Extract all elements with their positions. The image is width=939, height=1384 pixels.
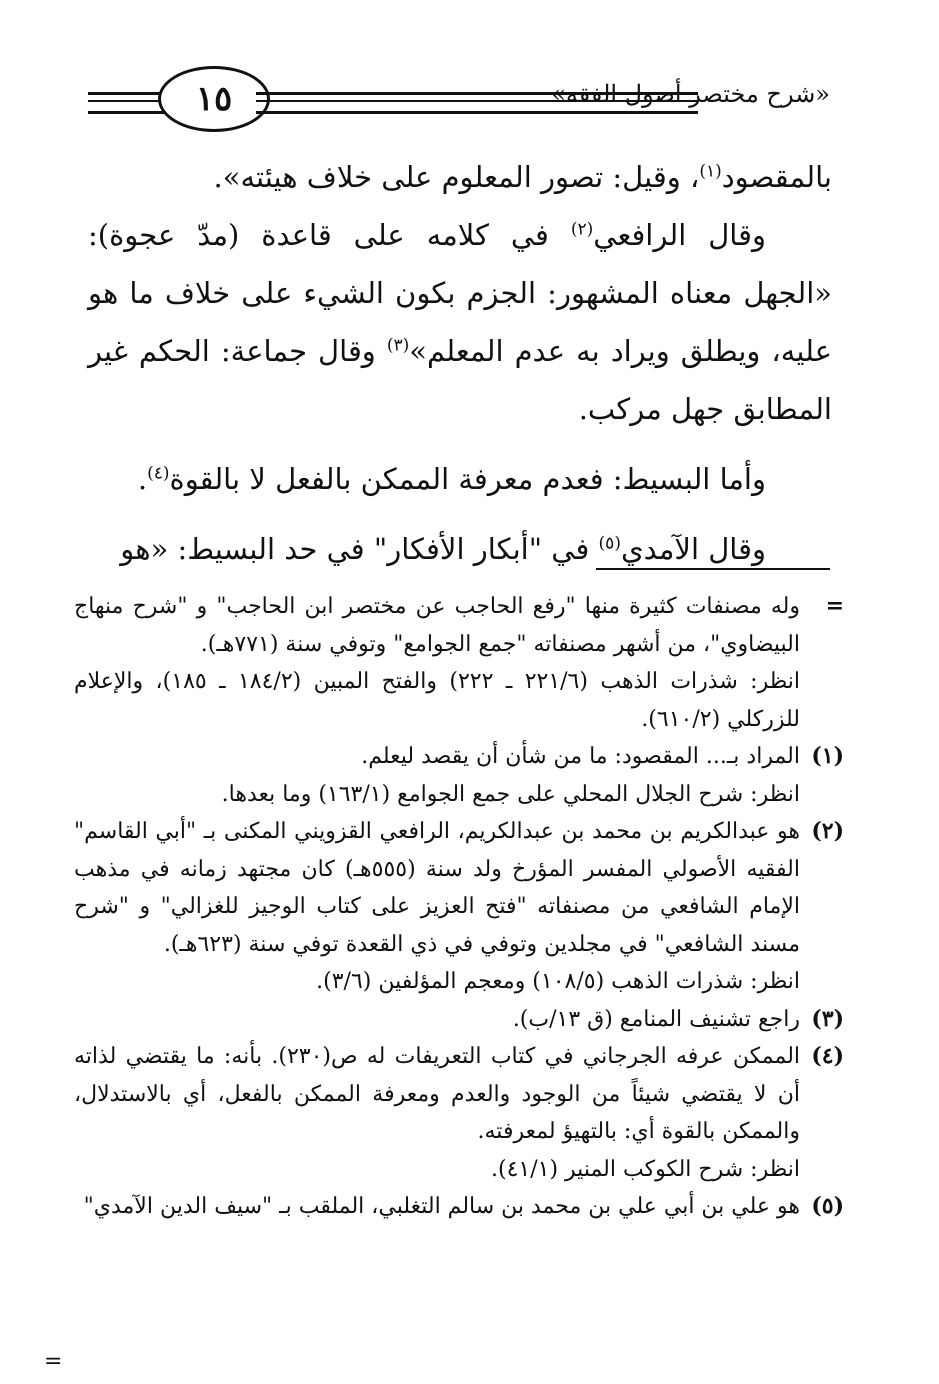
footnote-text: المراد بـ... المقصود: ما من شأن أن يقصد ليعلم. <box>361 744 800 769</box>
main-paragraph-3: وأما البسيط: فعدم معرفة الممكن بالفعل لا بالقوة$^{(٤)}$. <box>137 462 766 496</box>
footnote-4 <box>74 1038 844 1188</box>
running-title: «شرح مختصر أصول الفقه» <box>551 80 830 108</box>
footnote-mark: (١) <box>811 743 844 769</box>
footnote-text: راجع تشنيف المنامع (ق ١٣/ب). <box>512 1006 800 1032</box>
footnote-ref-5: (٥) <box>598 533 621 554</box>
footnote-text: الممكن عرفه الجرجاني في كتاب التعريفات له ص(٢٣٠). بأنه: ما يقتضي لذاته أن لا يقتضي شيئاً من الوجود والعدم ومعرفة الممكن بالفعل، أي بالاستدلال، والممكن بالقوة أي: بالتهيؤ لمعرفته. <box>74 1044 801 1144</box>
footnote-text: هو عبدالكريم بن محمد بن عبدالكريم، الرافعي القزويني المكنى بـ "أبي القاسم" الفقيه الأصولي المفسر المؤرخ ولد سنة (٥٥٥هـ) كان مجتهد زمانه في مذهب الإمام الشافعي من مصنفاته "فتح العزيز على كتاب الوجيز للغزالي" و "شرح مسند الشافعي" في مجلدين وتوفي في ذي القعدة توفي سنة (٦٢٣هـ). <box>74 819 800 957</box>
footnote-ref-1: (١) <box>699 161 722 182</box>
footnote-ref-2: (٢) <box>570 219 594 240</box>
footnote-mark: = <box>825 593 844 619</box>
footnote-mark: (٥) <box>811 1193 844 1219</box>
footnote-2 <box>74 813 844 1001</box>
footnote-ref-4: (٤) <box>147 463 170 484</box>
footnote-text: هو علي بن أبي علي بن محمد بن سالم التغلبي، الملقب بـ "سيف الدين الآمدي" <box>83 1194 800 1219</box>
header-rule-left <box>88 92 168 114</box>
main-paragraph-1: بالمقصود$^{(١)}$، وقيل: تصور المعلوم على خلاف هيئته». <box>213 160 832 194</box>
footnote-mark: (٤) <box>811 1043 844 1069</box>
main-paragraph-4: وقال الآمدي$^{(٥)}$ في "أبكار الأفكار" في حد البسيط: «هو <box>120 532 766 566</box>
footnote-mark: (٣) <box>811 1005 844 1032</box>
page-header <box>88 66 830 132</box>
footnote-mark: (٢) <box>811 818 844 844</box>
footnote-continued <box>74 588 844 738</box>
footnote-text: انظر: شذرات الذهب (١٠٨/٥) ومعجم المؤلفين (٣/٦). <box>316 969 800 994</box>
footnote-1 <box>74 738 844 813</box>
footnote-text: وله مصنفات كثيرة منها "رفع الحاجب عن مختصر ابن الحاجب" و "شرح منهاج البيضاوي"، من أشهر مصنفاته "جمع الجوامع" وتوفي سنة (٧٧١هـ). <box>74 594 800 657</box>
main-paragraph-2: وقال الرافعي$^{(٢)}$ في كلامه على قاعدة (مدّ عجوة): «الجهل معناه المشهور: الجزم بكون الشيء على خلاف ما هو عليه، ويطلق ويراد به عدم المعلم»$^{(٣)}$ وقال جماعة: الحكم غير المطابق جهل مركب. <box>88 218 832 426</box>
footnote-text: انظر: شرح الكوكب المنير (٤١/١). <box>491 1156 800 1182</box>
footnote-3 <box>74 1001 844 1039</box>
footnote-ref-3: (٣) <box>386 335 410 356</box>
footnote-separator <box>596 568 830 570</box>
footnote-text: انظر: شرح الجلال المحلي على جمع الجوامع (١٦٣/١) وما بعدها. <box>221 781 800 807</box>
footnote-5 <box>74 1188 844 1226</box>
continuation-mark: = <box>44 1349 63 1374</box>
page-number: ١٥ <box>158 66 270 132</box>
footnotes <box>74 588 844 1226</box>
main-text <box>88 148 832 578</box>
footnote-text: انظر: شذرات الذهب (٢٢١/٦ ـ ٢٢٢) والفتح المبين (١٨٤/٢ ـ ١٨٥)، والإعلام للزركلي (٦١٠/٢). <box>74 669 800 732</box>
